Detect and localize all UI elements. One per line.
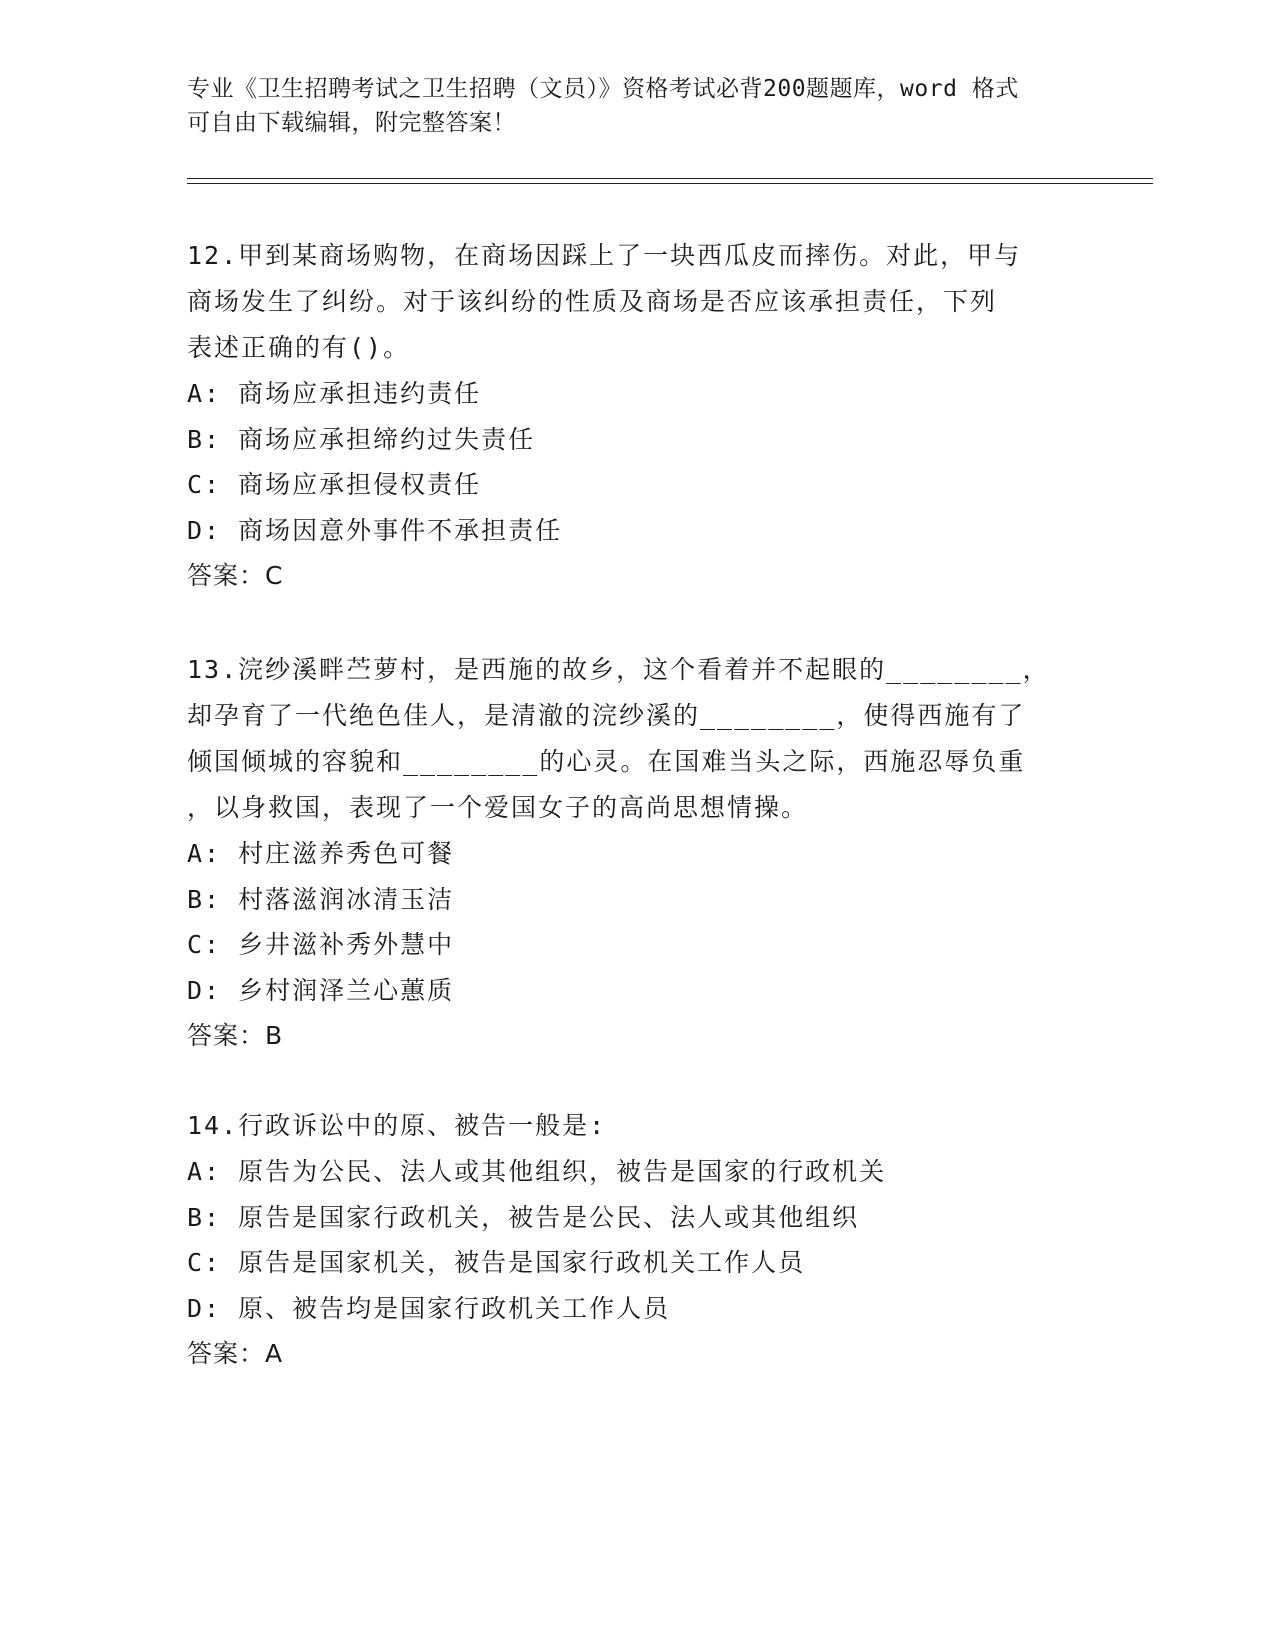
- question-13-option-b: B: 村落滋润冰清玉洁: [187, 884, 455, 914]
- question-12-answer: 答案：C: [187, 561, 284, 590]
- question-13: [187, 647, 1087, 1059]
- question-12-option-d: D: 商场因意外事件不承担责任: [187, 515, 563, 545]
- question-13-answer: 答案：B: [187, 1021, 284, 1050]
- question-14-option-b: B: 原告是国家行政机关，被告是公民、法人或其他组织: [187, 1202, 860, 1232]
- header-line-2: 可自由下载编辑，附完整答案！: [187, 110, 516, 136]
- question-13-option-d: D: 乡村润泽兰心蕙质: [187, 975, 455, 1005]
- question-14-option-a: A: 原告为公民、法人或其他组织，被告是国家的行政机关: [187, 1157, 887, 1186]
- question-12-line-1: 12.甲到某商场购物，在商场因踩上了一块西瓜皮而摔伤。对此，甲与: [187, 241, 1022, 270]
- question-13-line-2: 却孕育了一代绝色佳人，是清澈的浣纱溪的________，使得西施有了: [187, 701, 1026, 730]
- question-13-line-3: 倾国倾城的容貌和________的心灵。在国难当头之际，西施忍辱负重: [187, 747, 1026, 776]
- question-13-line-4: ，以身救国，表现了一个爱国女子的高尚思想情操。: [187, 793, 809, 822]
- question-14-answer: 答案：A: [187, 1339, 284, 1368]
- question-13-line-1: 13.浣纱溪畔苎萝村，是西施的故乡，这个看着并不起眼的________，: [187, 655, 1050, 684]
- question-12-line-3: 表述正确的有()。: [187, 333, 411, 362]
- document-header: [187, 72, 1087, 140]
- question-12-option-c: C: 商场应承担侵权责任: [187, 470, 482, 499]
- header-divider-top: [187, 178, 1153, 179]
- question-14: [187, 1103, 1087, 1377]
- header-line-1: 专业《卫生招聘考试之卫生招聘（文员）》资格考试必背200题题库，word 格式: [187, 76, 1019, 102]
- question-14-option-d: D: 原、被告均是国家行政机关工作人员: [187, 1293, 671, 1323]
- header-divider-bottom: [187, 183, 1153, 184]
- question-12-option-a: A: 商场应承担违约责任: [187, 379, 482, 408]
- question-13-option-a: A: 村庄滋养秀色可餐: [187, 839, 455, 868]
- question-14-line-1: 14.行政诉讼中的原、被告一般是:: [187, 1111, 607, 1140]
- question-12-option-b: B: 商场应承担缔约过失责任: [187, 424, 536, 454]
- question-13-option-c: C: 乡井滋补秀外慧中: [187, 930, 455, 959]
- question-14-option-c: C: 原告是国家机关，被告是国家行政机关工作人员: [187, 1248, 806, 1277]
- question-12: [187, 233, 1087, 599]
- question-12-line-2: 商场发生了纠纷。对于该纠纷的性质及商场是否应该承担责任，下列: [187, 287, 998, 316]
